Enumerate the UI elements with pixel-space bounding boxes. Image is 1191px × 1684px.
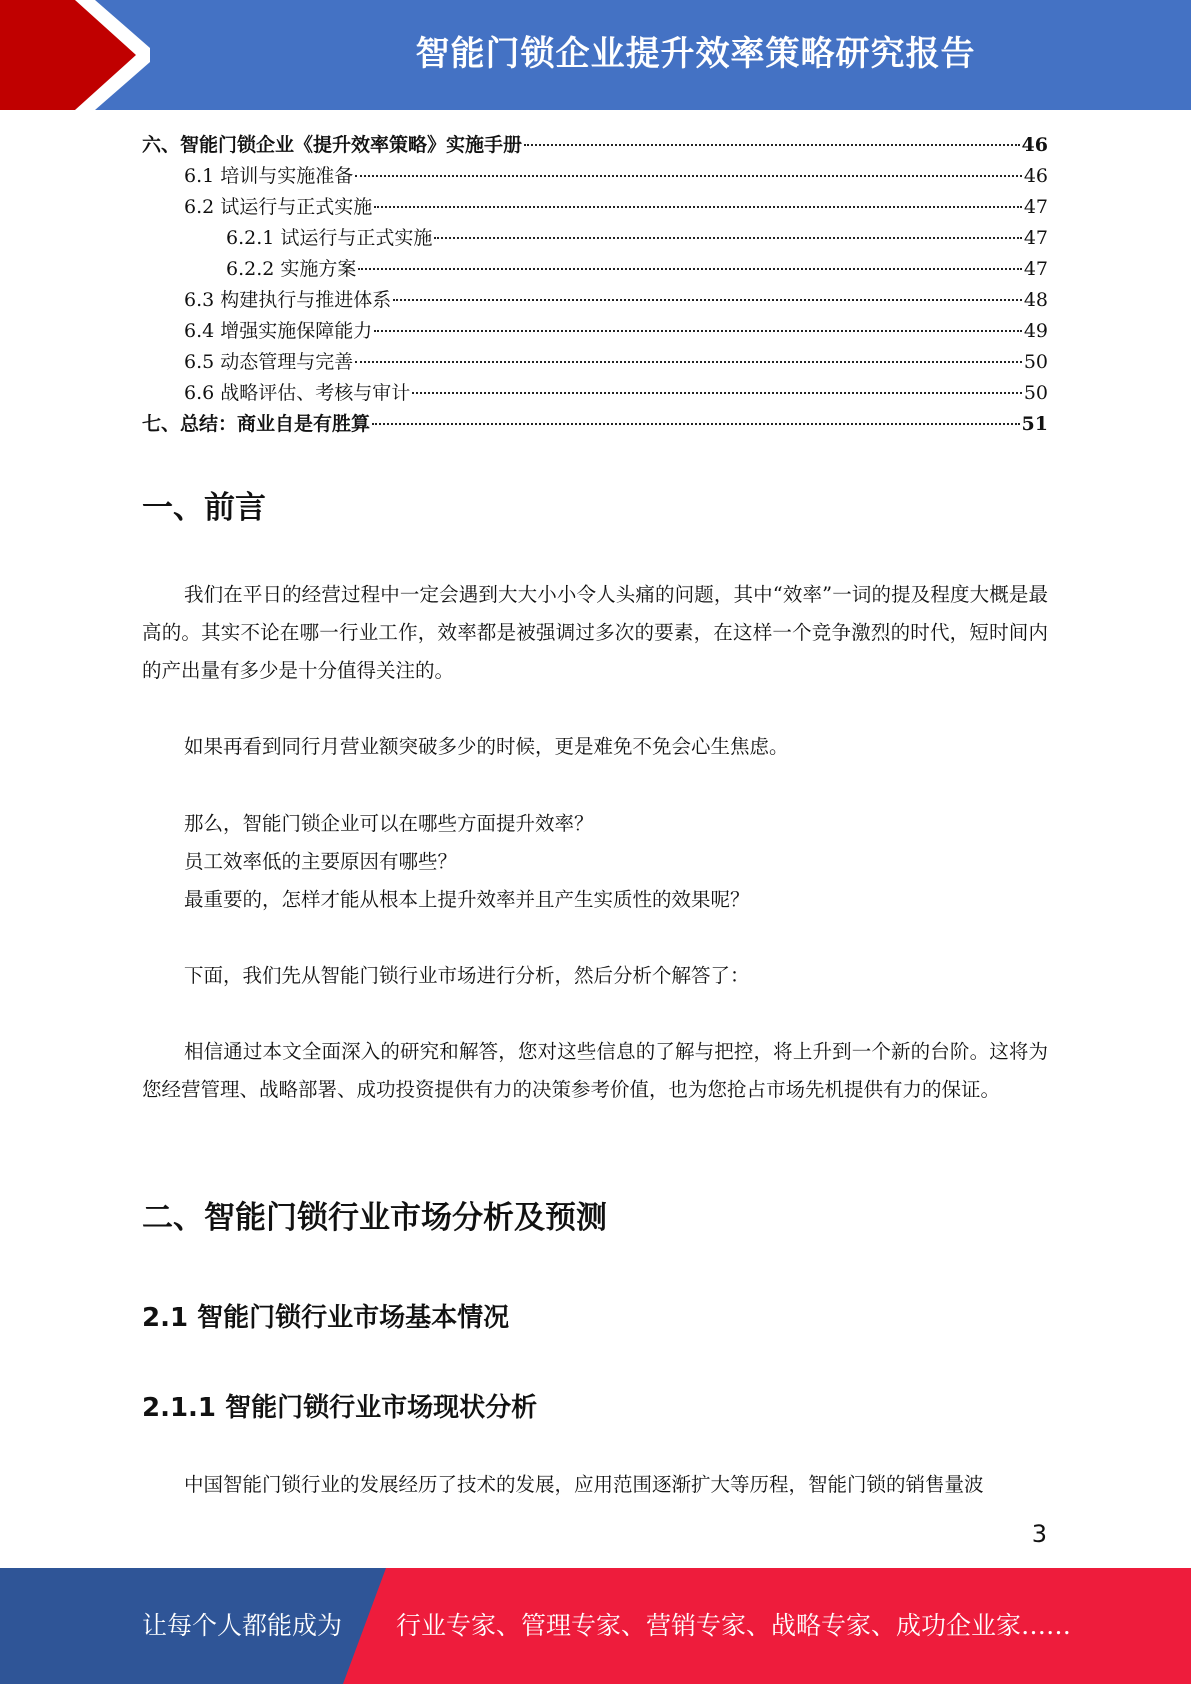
page-number: 3 [1031,1520,1047,1548]
paragraph: 相信通过本文全面深入的研究和解答，您对这些信息的了解与把控，将上升到一个新的台阶。这将为您经营管理、战略部署、成功投资提供有力的决策参考价值，也为您抢占市场先机提供有力的保证。 [142,1040,1048,1101]
toc-leader-dots [358,268,1021,270]
footer-slogan-right: 行业专家、管理专家、营销专家、战略专家、成功企业家…… [396,1611,1072,1640]
toc-page: 47 [1023,196,1048,218]
toc-label: 6.4 增强实施保障能力 [184,320,373,342]
toc-row[interactable] [142,192,1048,223]
toc-row[interactable] [142,285,1048,316]
footer-slogan-left: 让每个人都能成为 [142,1611,343,1640]
footer-banner [0,1568,1191,1684]
toc-page: 46 [1023,165,1048,187]
red-arrow-decoration [0,0,150,110]
toc-page: 46 [1021,134,1048,156]
header-banner [0,0,1191,110]
toc-leader-dots [374,206,1022,208]
toc-row[interactable] [142,161,1048,192]
toc-page: 47 [1023,258,1048,280]
toc-leader-dots [355,361,1022,363]
toc-label: 六、智能门锁企业《提升效率策略》实施手册 [142,134,523,156]
toc-label: 6.3 构建执行与推进体系 [184,289,392,311]
toc-row[interactable] [142,409,1048,440]
toc-leader-dots [434,237,1021,239]
toc-label: 6.2 试运行与正式实施 [184,196,373,218]
toc-row[interactable] [142,316,1048,347]
toc-label: 6.2.2 实施方案 [226,258,357,280]
toc-leader-dots [524,144,1020,146]
toc-leader-dots [393,299,1022,301]
toc-leader-dots [355,175,1022,177]
toc-row[interactable] [142,130,1048,161]
toc-label: 七、总结：商业自是有胜算 [142,413,371,435]
question-line: 那么，智能门锁企业可以在哪些方面提升效率？ [184,812,594,835]
toc-label: 6.6 战略评估、考核与审计 [184,382,411,404]
toc-row[interactable] [142,223,1048,254]
toc-row[interactable] [142,347,1048,378]
heading-preface: 一、前言 [142,490,266,526]
toc-row[interactable] [142,254,1048,285]
question-line: 员工效率低的主要原因有哪些？ [184,850,458,873]
toc-page: 50 [1023,351,1048,373]
toc-label: 6.5 动态管理与完善 [184,351,354,373]
heading-status-analysis: 2.1.1 智能门锁行业市场现状分析 [142,1393,538,1423]
report-title: 智能门锁企业提升效率策略研究报告 [415,34,976,74]
toc-label: 6.1 培训与实施准备 [184,165,354,187]
paragraph: 如果再看到同行月营业额突破多少的时候，更是难免不免会心生焦虑。 [184,735,789,758]
toc-leader-dots [372,423,1020,425]
heading-basic-situation: 2.1 智能门锁行业市场基本情况 [142,1303,510,1333]
question-line: 最重要的，怎样才能从根本上提升效率并且产生实质性的效果呢？ [184,888,750,911]
paragraph: 下面，我们先从智能门锁行业市场进行分析，然后分析个解答了： [184,964,750,987]
toc-page: 51 [1021,413,1048,435]
toc-label: 6.2.1 试运行与正式实施 [226,227,433,249]
toc-page: 48 [1023,289,1048,311]
toc-leader-dots [412,392,1022,394]
paragraph: 中国智能门锁行业的发展经历了技术的发展，应用范围逐渐扩大等历程，智能门锁的销售量波 [184,1473,984,1496]
heading-market-analysis: 二、智能门锁行业市场分析及预测 [142,1200,607,1236]
toc-row[interactable] [142,378,1048,409]
toc-leader-dots [374,330,1022,332]
toc-page: 47 [1023,227,1048,249]
toc-page: 49 [1023,320,1048,342]
table-of-contents [142,130,1048,440]
toc-page: 50 [1023,382,1048,404]
paragraph: 我们在平日的经营过程中一定会遇到大大小小令人头痛的问题，其中“效率”一词的提及程度大概是最高的。其实不论在哪一行业工作，效率都是被强调过多次的要素，在这样一个竞争激烈的时代，短时间内的产出量有多少是十分值得关注的。 [142,583,1048,682]
